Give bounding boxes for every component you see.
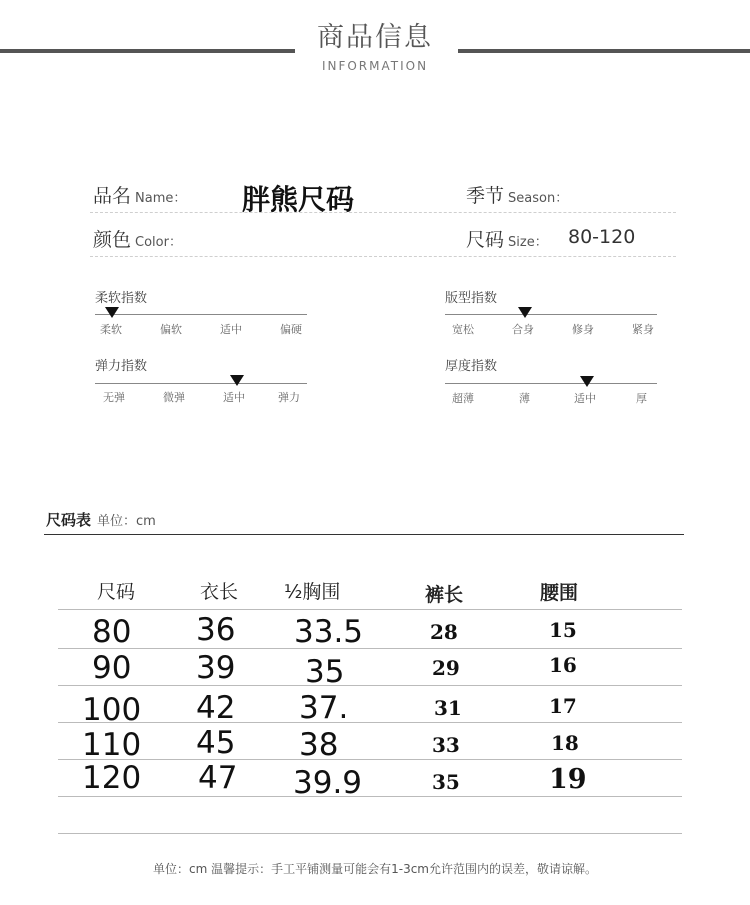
size-label-en: Size： [508, 235, 548, 250]
cell-length: 39 [196, 650, 236, 686]
cell-length: 36 [196, 612, 236, 648]
page-subtitle: INFORMATION [321, 59, 429, 73]
cell-half-chest: 35 [305, 654, 345, 690]
cell-length: 42 [196, 690, 236, 726]
name-label-cn: 品名 [93, 185, 132, 207]
table-header-length: 衣长 [200, 581, 239, 603]
size-table-title-text: 尺码表 [46, 511, 92, 529]
softness-scale-line [95, 314, 307, 315]
table-header-half-chest: ½胸围 [284, 581, 341, 603]
softness-marker [105, 307, 119, 318]
table-row-line [58, 759, 682, 760]
info-divider-1 [90, 212, 676, 213]
cell-half-chest: 37. [299, 690, 349, 726]
cell-half-chest: 38 [299, 727, 339, 763]
size-label [466, 225, 548, 252]
name-label [93, 181, 186, 208]
footer-note: 单位：cm 温馨提示：手工平铺测量可能会有1-3cm允许范围内的误差，敬请谅解。 [153, 862, 597, 876]
info-divider-2 [90, 256, 676, 257]
cell-waist: 16 [549, 653, 577, 677]
season-label [466, 181, 568, 208]
name-value: 胖熊尺码 [242, 183, 355, 216]
table-header-size: 尺码 [97, 581, 136, 603]
thickness-tick: 厚 [636, 392, 647, 405]
thickness-title: 厚度指数 [445, 359, 498, 374]
thickness-marker [580, 376, 594, 387]
cell-pants-length: 31 [434, 696, 462, 720]
fit-tick: 宽松 [452, 323, 474, 336]
cell-waist: 17 [549, 694, 577, 718]
cell-pants-length: 33 [432, 733, 460, 757]
cell-size: 80 [92, 614, 132, 650]
size-table-header-line [44, 534, 684, 535]
color-label [93, 225, 182, 252]
softness-tick: 偏硬 [280, 323, 302, 336]
table-row-line [58, 722, 682, 723]
cell-size: 120 [82, 760, 142, 796]
season-label-en: Season： [508, 191, 569, 206]
season-label-cn: 季节 [466, 185, 505, 207]
elasticity-tick: 弹力 [278, 391, 300, 404]
softness-tick: 偏软 [160, 323, 182, 336]
cell-pants-length: 35 [432, 770, 460, 794]
name-label-en: Name： [135, 191, 187, 206]
table-row-line [58, 609, 682, 610]
softness-title: 柔软指数 [95, 291, 148, 306]
color-label-cn: 颜色 [93, 229, 132, 251]
table-row-line [58, 648, 682, 649]
cell-half-chest: 39.9 [293, 765, 363, 801]
cell-pants-length: 28 [430, 620, 458, 644]
table-row-line [58, 796, 682, 797]
color-label-en: Color： [135, 235, 182, 250]
fit-title: 版型指数 [445, 291, 498, 306]
thickness-tick: 适中 [574, 392, 596, 405]
elasticity-tick: 微弹 [163, 391, 185, 404]
page-title: 商品信息 [317, 22, 433, 53]
elasticity-marker [230, 375, 244, 386]
cell-size: 110 [82, 727, 142, 763]
table-header-pants-length: 裤长 [425, 584, 464, 606]
size-table-title [46, 509, 156, 530]
elasticity-scale-line [95, 383, 307, 384]
size-table-unit: 单位：cm [97, 514, 156, 529]
thickness-tick: 薄 [519, 392, 530, 405]
table-row-line [58, 685, 682, 686]
cell-size: 90 [92, 650, 132, 686]
cell-size: 100 [82, 692, 142, 728]
cell-waist: 18 [551, 731, 579, 755]
size-value: 80-120 [568, 226, 636, 248]
fit-tick: 修身 [572, 323, 594, 336]
table-row-line [58, 833, 682, 834]
cell-waist: 19 [549, 764, 587, 795]
table-header-waist: 腰围 [540, 582, 579, 604]
fit-tick: 紧身 [632, 323, 654, 336]
elasticity-tick: 无弹 [103, 391, 125, 404]
thickness-tick: 超薄 [452, 392, 474, 405]
fit-scale-line [445, 314, 657, 315]
softness-tick: 柔软 [100, 323, 122, 336]
softness-tick: 适中 [220, 323, 242, 336]
cell-pants-length: 29 [432, 656, 460, 680]
cell-waist: 15 [549, 618, 577, 642]
cell-length: 45 [196, 725, 236, 761]
elasticity-tick: 适中 [223, 391, 245, 404]
cell-length: 47 [198, 760, 238, 796]
cell-half-chest: 33.5 [294, 614, 364, 650]
elasticity-title: 弹力指数 [95, 359, 148, 374]
thickness-scale-line [445, 383, 657, 384]
fit-marker [518, 307, 532, 318]
fit-tick: 合身 [512, 323, 534, 336]
size-label-cn: 尺码 [466, 229, 505, 251]
